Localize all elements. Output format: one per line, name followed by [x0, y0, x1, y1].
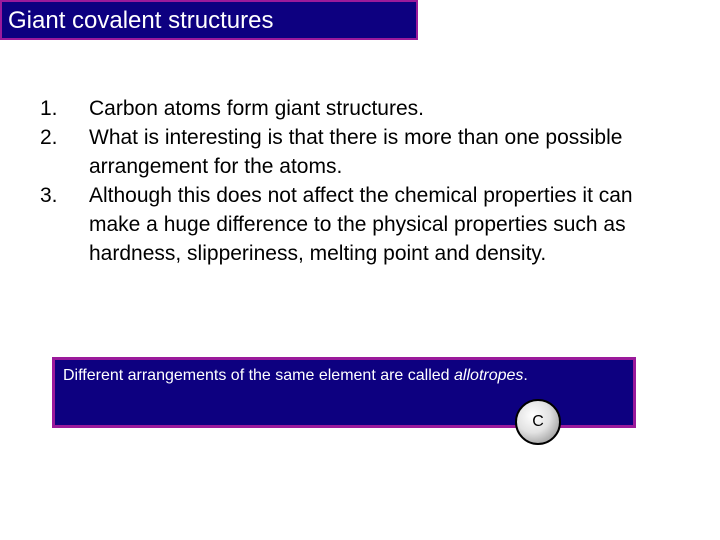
- list-item: [40, 181, 680, 268]
- list-item: [40, 94, 680, 123]
- list-item: [40, 123, 680, 181]
- item-number: 2.: [40, 126, 58, 149]
- slide-title: Giant covalent structures: [0, 0, 418, 40]
- definition-term: allotropes: [454, 367, 524, 384]
- item-text: What is interesting is that there is more than one possible arrangement for the atoms.: [89, 126, 623, 178]
- item-number: 3.: [40, 184, 58, 207]
- item-text: Carbon atoms form giant structures.: [89, 97, 424, 120]
- carbon-atom-icon: [515, 399, 561, 445]
- key-points-list: [40, 94, 680, 268]
- item-number: 1.: [40, 97, 58, 120]
- atom-label: C: [532, 413, 544, 430]
- definition-end: .: [523, 367, 528, 384]
- item-text: Although this does not affect the chemical properties it can make a huge difference to the physical properties such as hardness, slipperiness, melting point and density.: [89, 184, 633, 265]
- definition-text: Different arrangements of the same element are called: [63, 367, 455, 384]
